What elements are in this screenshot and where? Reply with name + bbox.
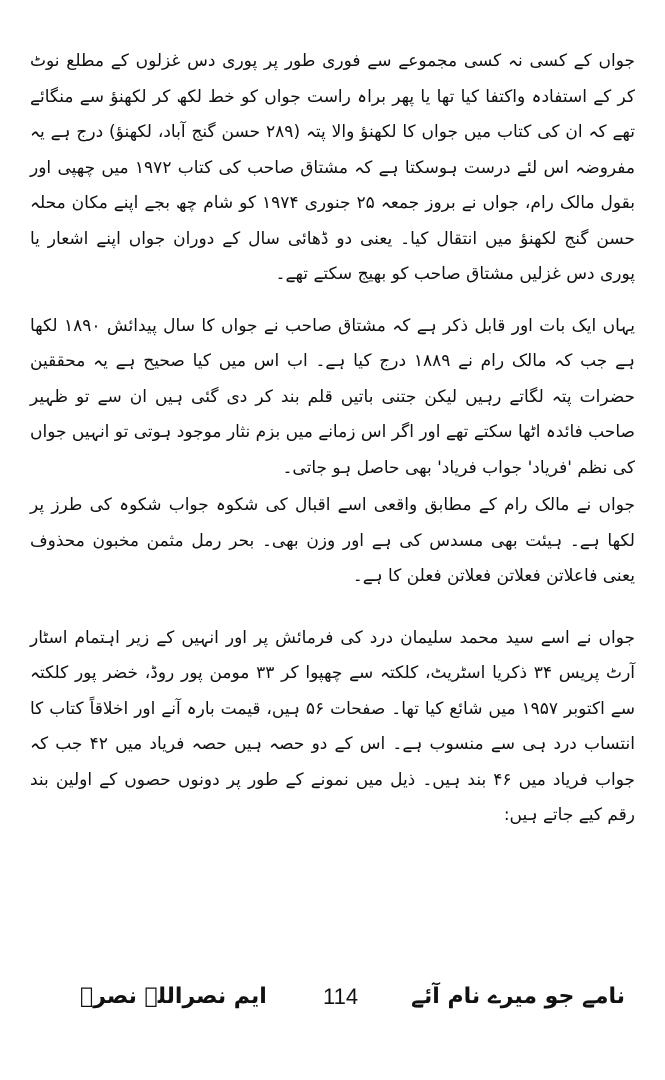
footer-book-title: نامے جو میرے نام آئے xyxy=(411,984,625,1009)
paragraph-4: جواں نے اسے سید محمد سلیمان درد کی فرمائش پر اور انہیں کے زیر اہتمام اسٹار آرٹ پریس ۳۴ ذکریا اسٹریٹ، کلکتہ سے چھپوا کر ۳۳ مومن پور روڈ، خضر پور کلکتہ سے اکتوبر ۱۹۵۷ میں شائع کیا تھا۔ صفحات ۵۶ ہیں، قیمت بارہ آنے اور اخلاقاً کتاب کا انتساب درد ہی سے منسوب ہے۔ اس کے دو حصہ ہیں حصہ فریاد میں ۴۲ جب کہ جواب فریاد میں ۴۶ بند ہیں۔ ذیل میں نمونے کے طور پر دونوں حصوں کے اولین بند رقم کیے جاتے ہیں: xyxy=(30,627,636,825)
paragraph-1: جواں کے کسی نہ کسی مجموعے سے فوری طور پر پوری دس غزلوں کے مطلع نوٹ کر کے استفادہ واکتفا کیا تھا یا پھر براہ راست جواں کو خط لکھ کر لکھنؤ سے منگائے تھے کہ ان کی کتاب میں جواں کا لکھنؤ والا پتہ (۲۸۹ حسن گنج آباد، لکھنؤ) درج ہے یہ مفروضہ اس لئے درست ہوسکتا ہے کہ مشتاق صاحب کی کتاب ۱۹۷۲ میں چھپی اور بقول مالک رام، جواں نے بروز جمعہ ۲۵ جنوری ۱۹۷۴ کو شام چھ بجے اپنے مکان محلہ حسن گنج لکھنؤ میں انتقال کیا۔ یعنی دو ڈھائی سال کے دوران جواں اپنے اشعار یا پوری دس غزلیں مشتاق صاحب کو بھیج سکتے تھے۔ xyxy=(30,51,635,284)
paragraph-2: یہاں ایک بات اور قابل ذکر ہے کہ مشتاق صاحب نے جواں کا سال پیدائش ۱۸۹۰ لکھا ہے جب کہ مالک رام نے ۱۸۸۹ درج کیا ہے۔ اب اس میں کیا صحیح ہے یہ محققین حضرات پتہ لگاتے رہیں لیکن جتنی باتیں قلم بند کر دی گئی ہیں ان سے تو ظہیر صاحب فائدہ اٹھا سکتے تھے اور اگر اس زمانے میں بزم نثار موجود ہوتی تو انہیں جواں کی نظم 'فریاد' جواب فریاد' بھی حاصل ہو جاتی۔ xyxy=(30,315,635,478)
footer-author: ایم نصراللہ نصرؔ xyxy=(80,984,267,1009)
footer-page-number: 114 xyxy=(323,984,359,1009)
body-text xyxy=(30,44,635,834)
paragraph-3: جواں نے مالک رام کے مطابق واقعی اسے اقبال کی شکوہ جواب شکوہ کی طرز پر لکھا ہے۔ ہیئت بھی مسدس کی ہے اور وزن بھی۔ بحر رمل مثمن مخبون محذوف یعنی فاعلاتن فعلاتن فعلاتن فعلن کا ہے۔ xyxy=(30,495,635,586)
page-footer xyxy=(30,984,635,1024)
